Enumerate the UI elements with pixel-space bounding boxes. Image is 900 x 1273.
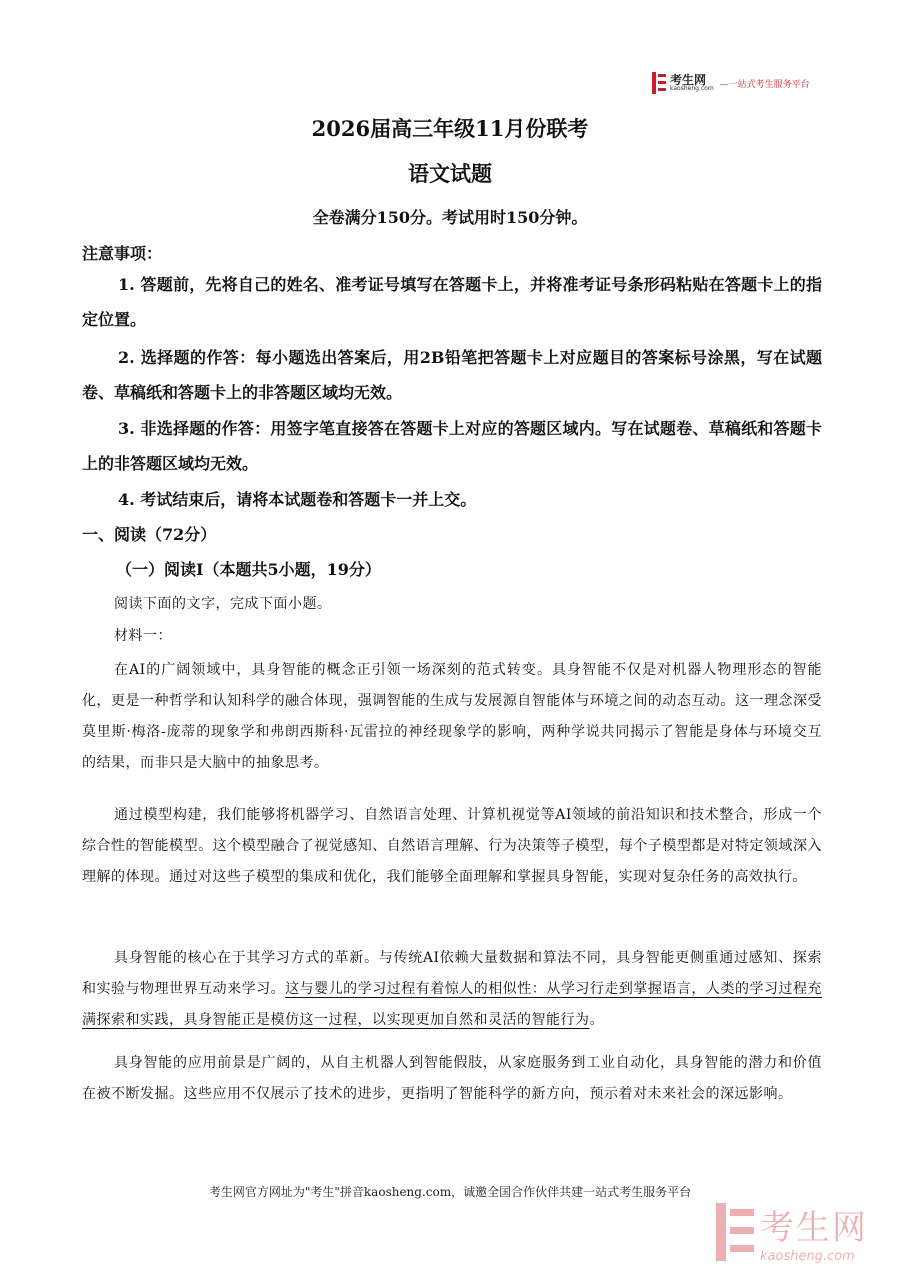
- subsection-title: （一）阅读Ⅰ（本题共5小题，19分）: [116, 560, 381, 579]
- material-label: 材料一：: [114, 628, 172, 644]
- watermark-domain: kaosheng.com: [760, 1249, 855, 1264]
- watermark-name: 考生网: [760, 1208, 868, 1248]
- notice-item-1: 1. 答题前，先将自己的姓名、准考证号填写在答题卡上，并将准考证号条形码粘贴在答题卡上的指定位置。: [82, 275, 822, 329]
- notice-item-2: 2. 选择题的作答：每小题选出答案后，用2B铅笔把答题卡上对应题目的答案标号涂黑，写在试题卷、草稿纸和答题卡上的非答题区域均无效。: [82, 348, 822, 402]
- notice-item-4: 4. 考试结束后，请将本试题卷和答题卡一并上交。: [118, 490, 477, 509]
- footer-text: 考生网官方网址为"考生"拼音kaosheng.com，诚邀全国合作伙伴共建一站式考生服务平台: [208, 1185, 692, 1199]
- notice-heading: 注意事项：: [82, 244, 163, 263]
- brand-mark-icon: [652, 72, 666, 94]
- paragraph-3: [82, 943, 822, 1036]
- brand-name: 考生网: [670, 73, 707, 87]
- brand-domain: kaosheng.com: [670, 85, 714, 92]
- brand-slogan: —一站式考生服务平台: [719, 79, 810, 90]
- section-title: 一、阅读（72分）: [82, 525, 217, 544]
- notice-item-3: 3. 非选择题的作答：用签字笔直接答在答题卡上对应的答题区域内。写在试题卷、草稿纸和答题卡上的非答题区域均无效。: [82, 419, 822, 473]
- exam-title: 2026届高三年级11月份联考: [311, 116, 589, 141]
- paragraph-1: 在AI的广阔领域中，具身智能的概念正引领一场深刻的范式转变。具身智能不仅是对机器人物理形态的智能化，更是一种哲学和认知科学的融合体现，强调智能的生成与发展源自智能体与环境之间的动态互动。这一理念深受莫里斯·梅洛-庞蒂的现象学和弗朗西斯科·瓦雷拉的神经现象学的影响，两种学说共同揭示了智能是身体与环境交互的结果，而非只是大脑中的抽象思考。: [82, 662, 822, 771]
- paragraph-4: 具身智能的应用前景是广阔的，从自主机器人到智能假肢，从家庭服务到工业自动化，具身智能的潜力和价值在被不断发掘。这些应用不仅展示了技术的进步，更指明了智能科学的新方向，预示着对未来社会的深远影响。: [82, 1055, 822, 1102]
- paragraph-2: 通过模型构建，我们能够将机器学习、自然语言处理、计算机视觉等AI领域的前沿知识和技术整合，形成一个综合性的智能模型。这个模型融合了视觉感知、自然语言理解、行为决策等子模型，每个子模型都是对特定领域深入理解的体现。通过对这些子模型的集成和优化，我们能够全面理解和掌握具身智能，实现对复杂任务的高效执行。: [82, 807, 822, 885]
- brand-logo: [652, 72, 810, 94]
- paragraph-3-plain: 具身智能的核心在于其学习方式的革新。与传统AI依赖大量数据和算法不同，具身智能更侧重通过感知、探索和实验与物理世界互动来学习。: [82, 950, 822, 997]
- paragraph-3-end: 。: [589, 1012, 604, 1028]
- score-time: 全卷满分150分。考试用时150分钟。: [312, 208, 588, 227]
- instruction-text: 阅读下面的文字，完成下面小题。: [114, 596, 332, 612]
- watermark: [716, 1200, 868, 1264]
- watermark-mark-icon: [716, 1203, 754, 1261]
- paragraph-3-underlined: 这与婴儿的学习过程有着惊人的相似性：从学习行走到掌握语言，人类的学习过程充满探索和实践，具身智能正是模仿这一过程，以实现更加自然和灵活的智能行为: [82, 981, 822, 1028]
- subject-title: 语文试题: [408, 161, 492, 186]
